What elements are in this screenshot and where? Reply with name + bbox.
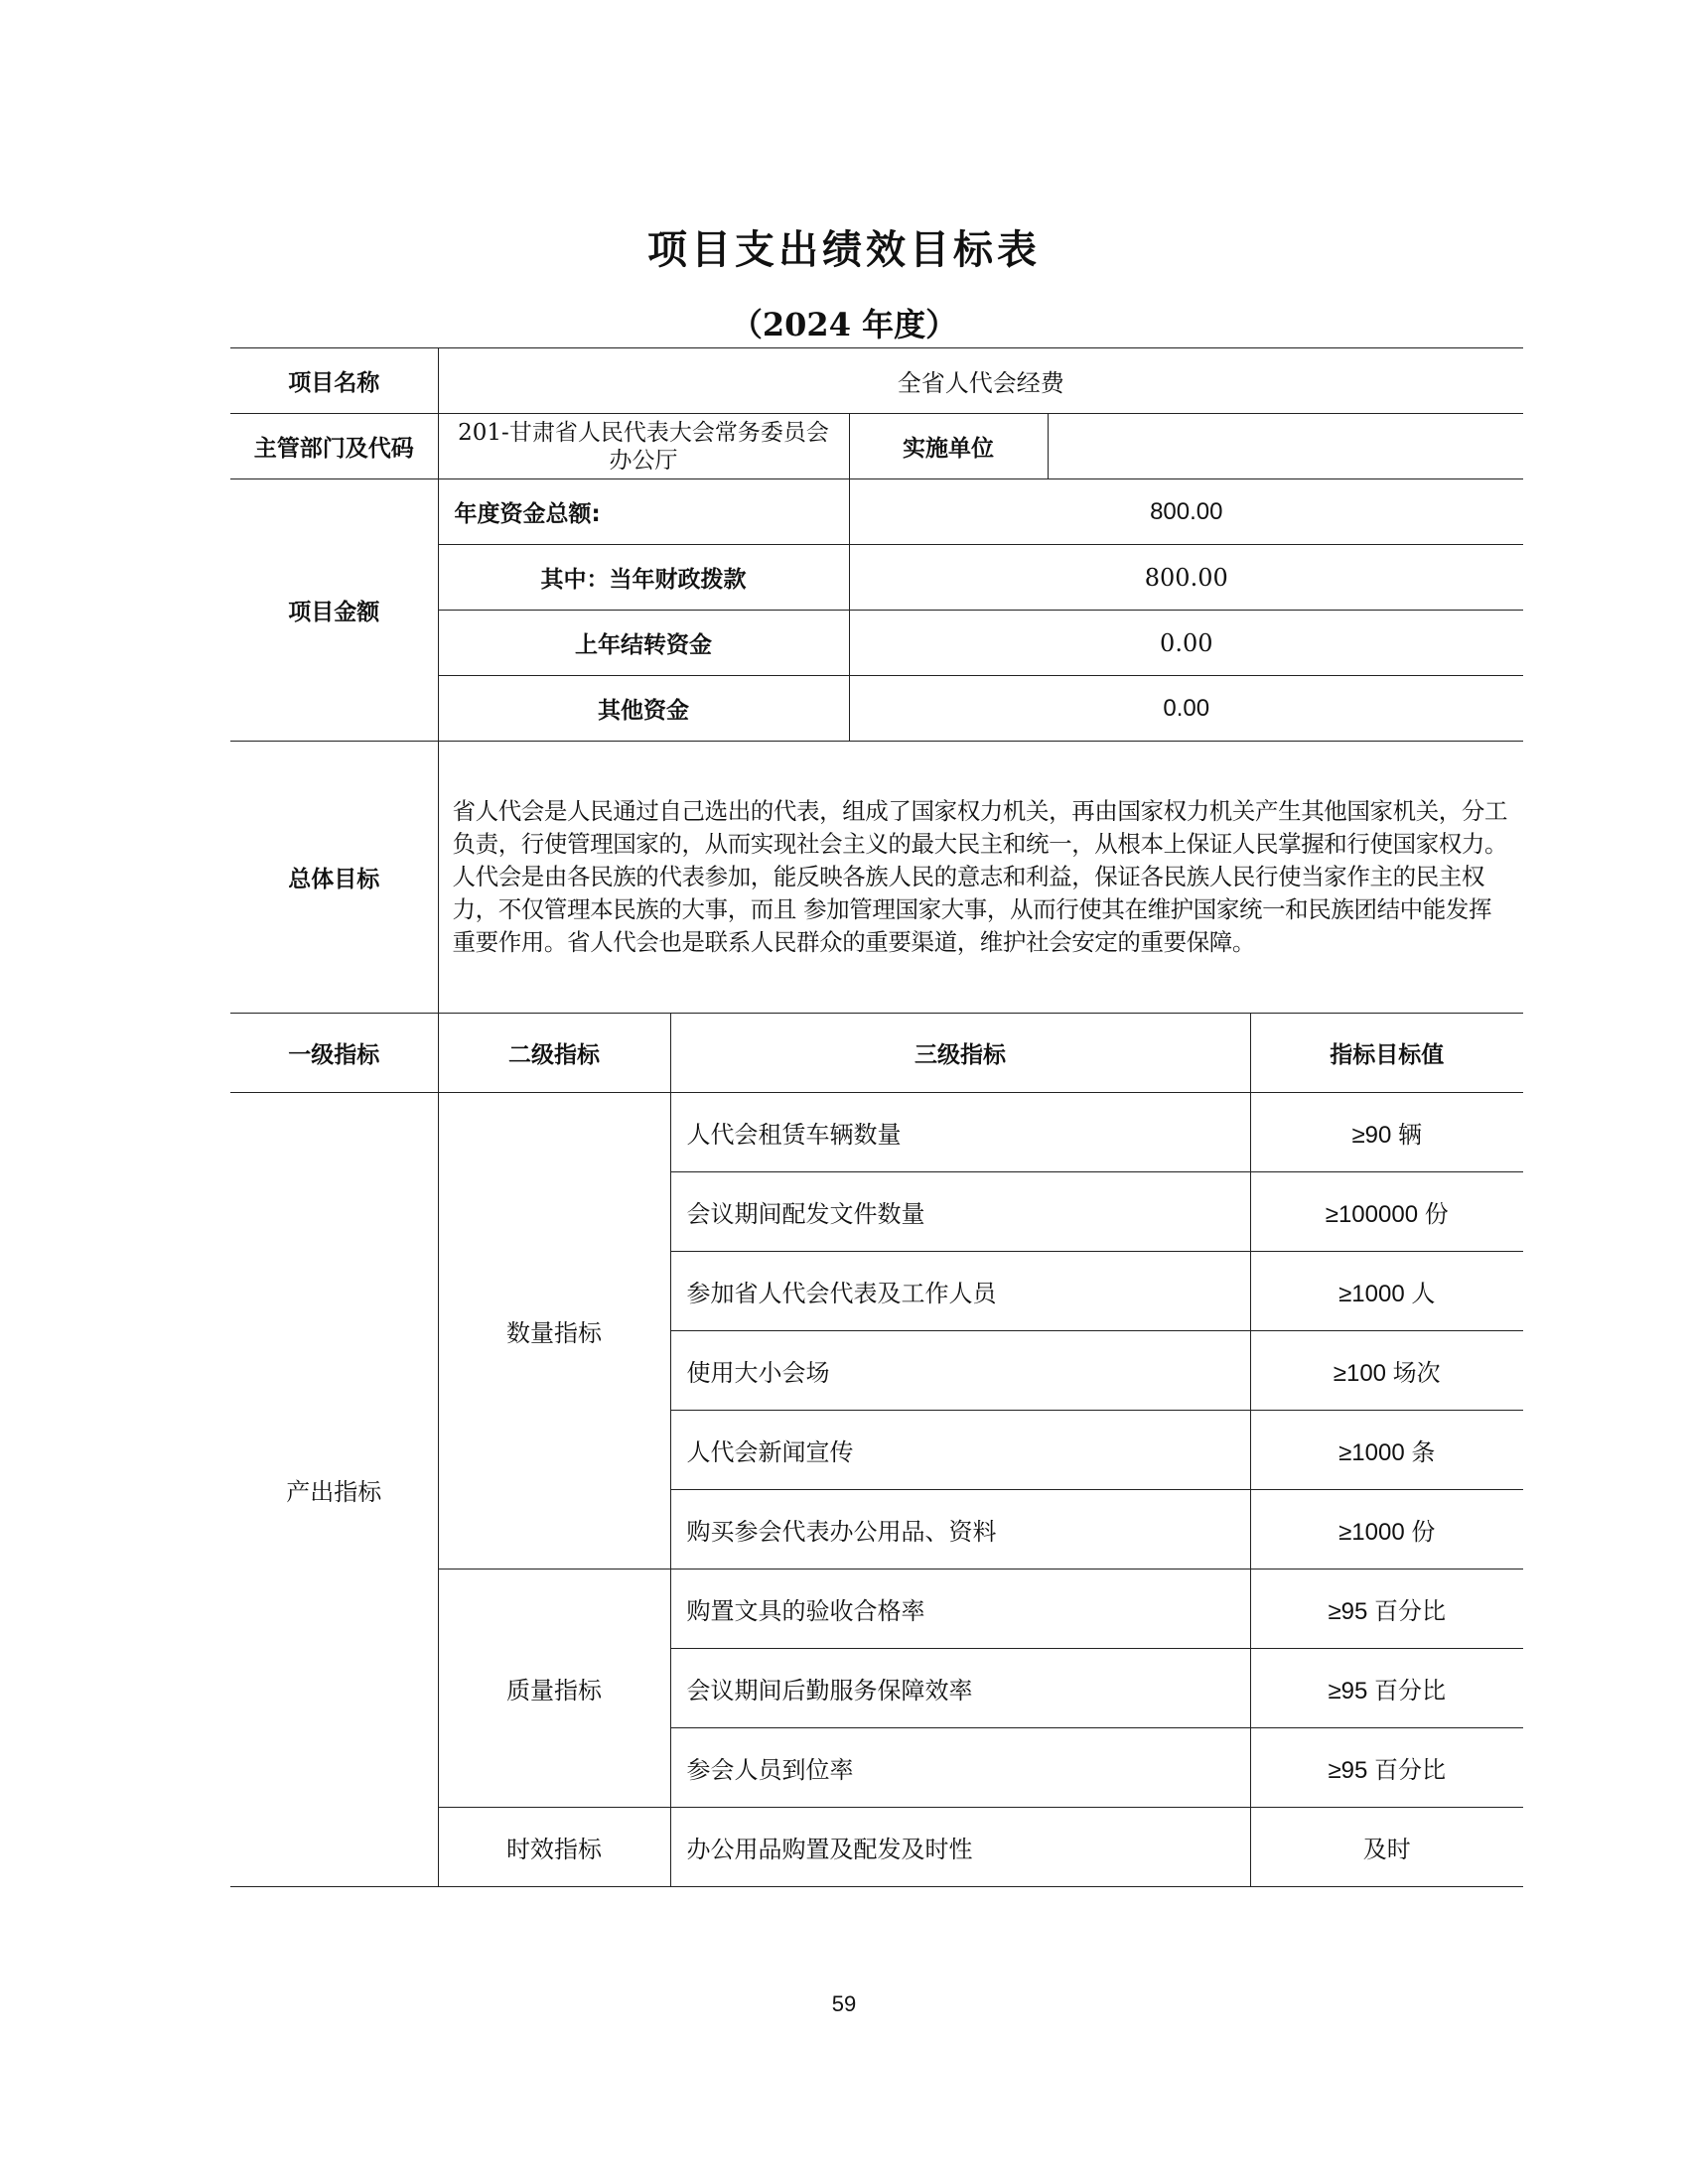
funds-total-row [230,479,1523,545]
indicator-name: 购置文具的验收合格率 [670,1570,1250,1649]
indicator-value: ≥100000 份 [1250,1172,1523,1252]
indicator-value: ≥95 百分比 [1250,1649,1523,1728]
indicator-value: ≥95 百分比 [1250,1570,1523,1649]
indicator-table [230,1013,1523,1887]
funds-total-label: 年度资金总额: [438,479,849,545]
header-target: 指标目标值 [1250,1014,1523,1093]
indicator-name: 参加省人代会代表及工作人员 [670,1252,1250,1331]
department-label: 主管部门及代码 [230,414,438,479]
funds-other-value: 0.00 [849,676,1523,742]
indicator-name: 会议期间后勤服务保障效率 [670,1649,1250,1728]
goal-text: 省人代会是人民通过自己选出的代表，组成了国家权力机关，再由国家权力机关产生其他国家机关，分工负责，行使管理国家的，从而实现社会主义的最大民主和统一，从根本上保证人民掌握和行使国家权力。人代会是由各民族的代表参加，能反映各族人民的意志和利益，保证各民族人民行使当家作主的民主权力，不仅管理本民族的大事，而且 参加管理国家大事，从而行使其在维护国家统一和民族团结中能发挥重要作用。省人代会也是联系人民群众的重要渠道，维护社会安定的重要保障。 [438,742,1523,1014]
indicator-value: ≥1000 条 [1250,1411,1523,1490]
indicator-value: 及时 [1250,1808,1523,1887]
goal-label: 总体目标 [230,742,438,1014]
indicator-value: ≥1000 份 [1250,1490,1523,1570]
basic-info-table [230,347,1523,1014]
indicator-name: 人代会新闻宣传 [670,1411,1250,1490]
indicator-value: ≥95 百分比 [1250,1728,1523,1808]
indicator-name: 办公用品购置及配发及时性 [670,1808,1250,1887]
page-subtitle: （2024 年度） [730,306,958,343]
level1-output-label: 产出指标 [230,1093,438,1887]
implementing-unit-value [1048,414,1523,479]
goal-row [230,742,1523,1014]
indicator-value: ≥100 场次 [1250,1331,1523,1411]
page-title: 项目支出绩效目标表 [647,227,1041,273]
indicator-name: 参会人员到位率 [670,1728,1250,1808]
department-value [438,414,849,479]
project-name-row [230,348,1523,414]
quantity-label: 数量指标 [438,1093,670,1570]
funds-other-label: 其他资金 [438,676,849,742]
department-value-text: 201-甘肃省人民代表大会常务委员会办公厅 [458,419,829,474]
indicator-name: 会议期间配发文件数量 [670,1172,1250,1252]
quality-label: 质量指标 [438,1570,670,1808]
header-level1: 一级指标 [230,1014,438,1093]
indicator-value: ≥1000 人 [1250,1252,1523,1331]
funds-label: 项目金额 [230,479,438,742]
funds-carryover-label: 上年结转资金 [438,611,849,676]
timeliness-label: 时效指标 [438,1808,670,1887]
funds-current-label: 其中：当年财政拨款 [438,545,849,611]
table-row [230,1093,1523,1172]
indicator-name: 购买参会代表办公用品、资料 [670,1490,1250,1570]
indicator-name: 人代会租赁车辆数量 [670,1093,1250,1172]
header-level3: 三级指标 [670,1014,1250,1093]
indicator-value: ≥90 辆 [1250,1093,1523,1172]
department-row [230,414,1523,479]
indicator-header-row [230,1014,1523,1093]
indicator-name: 使用大小会场 [670,1331,1250,1411]
funds-current-value: 800.00 [849,545,1523,611]
project-name-label: 项目名称 [230,348,438,414]
project-name-value: 全省人代会经费 [438,348,1523,414]
funds-carryover-value: 0.00 [849,611,1523,676]
implementing-unit-label: 实施单位 [849,414,1048,479]
funds-total-value: 800.00 [849,479,1523,545]
header-level2: 二级指标 [438,1014,670,1093]
page-number: 59 [831,1991,857,2016]
